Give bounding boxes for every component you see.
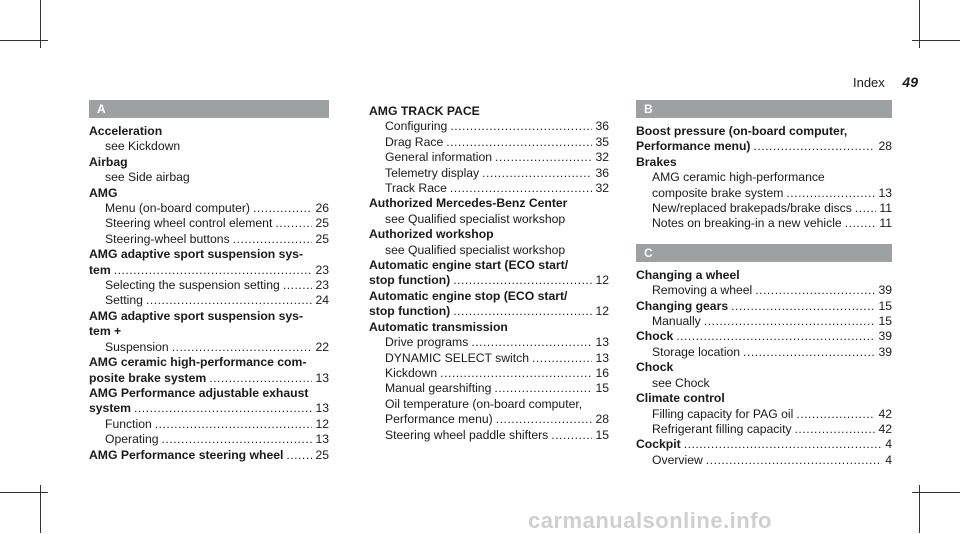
index-entry-text: Cockpit bbox=[636, 437, 681, 452]
leader-dots bbox=[172, 340, 313, 355]
leader-dots bbox=[755, 283, 875, 298]
index-entry bbox=[89, 355, 329, 370]
index-entry bbox=[369, 150, 609, 165]
leader-dots bbox=[162, 432, 313, 447]
index-column-3 bbox=[636, 100, 892, 468]
index-entry bbox=[369, 135, 609, 150]
index-entry bbox=[89, 201, 329, 216]
page-ref: 11 bbox=[879, 201, 892, 216]
index-entry-text: New/replaced brakepads/brake discs bbox=[652, 201, 852, 216]
index-entry-text: Chock bbox=[636, 360, 674, 375]
index-entry-text: see Chock bbox=[652, 375, 710, 390]
index-entry bbox=[89, 386, 329, 401]
index-entry bbox=[369, 366, 609, 381]
leader-dots bbox=[795, 422, 876, 437]
index-entry-text: DYNAMIC SELECT switch bbox=[385, 350, 530, 365]
leader-dots bbox=[453, 304, 592, 319]
page-number: 49 bbox=[902, 74, 918, 90]
index-entry bbox=[369, 119, 609, 134]
index-entry-text: tem + bbox=[89, 324, 122, 339]
index-entry-text: see Qualified specialist workshop bbox=[385, 242, 566, 257]
leader-dots bbox=[676, 329, 875, 344]
index-entry bbox=[89, 247, 329, 262]
index-entry bbox=[636, 345, 892, 360]
index-entry-text: Steering wheel paddle shifters bbox=[385, 427, 549, 442]
index-entry bbox=[89, 139, 329, 154]
index-entry bbox=[636, 124, 892, 139]
index-entry-text: Selecting the suspension setting bbox=[105, 278, 280, 293]
leader-dots bbox=[209, 371, 312, 386]
index-entry-text: Drag Race bbox=[385, 134, 444, 149]
index-entry-text: see Side airbag bbox=[105, 170, 190, 185]
page-ref: 15 bbox=[878, 314, 892, 329]
leader-dots bbox=[286, 448, 312, 463]
index-entry bbox=[369, 166, 609, 181]
index-entry bbox=[369, 304, 609, 319]
index-entry-text: stop function) bbox=[369, 273, 451, 288]
page-ref: 15 bbox=[595, 381, 609, 396]
leader-dots bbox=[704, 314, 876, 329]
index-entry bbox=[636, 360, 892, 375]
page-ref: 32 bbox=[595, 181, 609, 196]
index-entry bbox=[369, 104, 609, 119]
index-entry-text: Overview bbox=[652, 452, 703, 467]
page-ref: 12 bbox=[315, 416, 329, 431]
leader-dots bbox=[275, 216, 312, 231]
page-ref: 39 bbox=[878, 283, 892, 298]
page-ref: 13 bbox=[315, 432, 329, 447]
index-entry-text: see Kickdown bbox=[105, 139, 181, 154]
index-entry bbox=[636, 268, 892, 283]
leader-dots bbox=[495, 150, 592, 165]
index-entry bbox=[369, 273, 609, 288]
index-entry-text: Kickdown bbox=[385, 365, 438, 380]
leader-dots bbox=[482, 166, 592, 181]
index-entry bbox=[636, 407, 892, 422]
page-ref: 12 bbox=[595, 273, 609, 288]
index-entry-text: Changing a wheel bbox=[636, 267, 740, 282]
index-entry-text: Acceleration bbox=[89, 124, 163, 138]
index-entry bbox=[369, 227, 609, 242]
page-ref: 28 bbox=[878, 139, 892, 154]
index-entry-text: Performance menu) bbox=[385, 412, 493, 427]
page-ref: 42 bbox=[878, 421, 892, 436]
page-ref: 36 bbox=[595, 165, 609, 180]
leader-dots bbox=[114, 263, 313, 278]
index-entry-text: Automatic engine start (ECO start/ bbox=[369, 258, 569, 273]
index-entry-text: tem bbox=[89, 262, 111, 277]
leader-dots bbox=[496, 412, 593, 427]
index-entry bbox=[369, 212, 609, 227]
index-entry bbox=[369, 381, 609, 396]
index-entry bbox=[89, 309, 329, 324]
crop-mark bbox=[0, 40, 48, 41]
index-entry-text: posite brake system bbox=[89, 370, 207, 385]
index-entry-text: Track Race bbox=[385, 181, 447, 196]
index-entry-text: stop function) bbox=[369, 304, 451, 319]
page-header bbox=[853, 74, 918, 90]
index-entry-text: Authorized Mercedes-Benz Center bbox=[369, 196, 568, 211]
index-entry-text: Chock bbox=[636, 329, 674, 344]
index-entry bbox=[369, 196, 609, 211]
page-ref: 28 bbox=[595, 412, 609, 427]
leader-dots bbox=[471, 335, 592, 350]
index-entry-text: Airbag bbox=[89, 154, 128, 169]
leader-dots bbox=[845, 216, 877, 231]
page-ref: 23 bbox=[315, 262, 329, 277]
page-ref: 36 bbox=[595, 119, 609, 134]
leader-dots bbox=[155, 417, 313, 432]
index-entry bbox=[89, 232, 329, 247]
index-entry bbox=[89, 293, 329, 308]
index-entry-text: Automatic engine stop (ECO start/ bbox=[369, 288, 568, 303]
index-entry bbox=[89, 324, 329, 339]
index-entry-text: composite brake system bbox=[652, 185, 784, 200]
page-ref: 22 bbox=[315, 339, 329, 354]
index-entry bbox=[369, 335, 609, 350]
index-entry bbox=[89, 278, 329, 293]
index-entry bbox=[636, 437, 892, 452]
leader-dots bbox=[450, 119, 592, 134]
index-entry-text: Performance menu) bbox=[636, 139, 751, 154]
index-entry-text: Operating bbox=[105, 432, 159, 447]
index-entry bbox=[369, 289, 609, 304]
leader-dots bbox=[494, 381, 592, 396]
index-entry bbox=[89, 216, 329, 231]
page-ref: 24 bbox=[315, 293, 329, 308]
index-entry bbox=[89, 340, 329, 355]
index-entry bbox=[369, 181, 609, 196]
page-ref: 23 bbox=[315, 278, 329, 293]
page-ref: 16 bbox=[595, 365, 609, 380]
index-entry-text: Steering-wheel buttons bbox=[105, 231, 230, 246]
letter-heading-b: B bbox=[636, 100, 892, 118]
crop-mark bbox=[0, 492, 48, 493]
page-ref: 42 bbox=[878, 406, 892, 421]
leader-dots bbox=[796, 407, 875, 422]
leader-dots bbox=[753, 139, 875, 154]
leader-dots bbox=[731, 299, 875, 314]
index-entry-text: Changing gears bbox=[636, 298, 729, 313]
leader-dots bbox=[684, 437, 883, 452]
index-entry-text: Drive programs bbox=[385, 335, 469, 350]
index-entry bbox=[89, 263, 329, 278]
index-entry bbox=[89, 170, 329, 185]
leader-dots bbox=[446, 135, 592, 150]
page-ref: 32 bbox=[595, 150, 609, 165]
index-entry-text: Function bbox=[105, 416, 152, 431]
index-entry bbox=[636, 314, 892, 329]
index-entry-text: Telemetry display bbox=[385, 165, 480, 180]
watermark: carmanualsonline.info bbox=[528, 508, 772, 533]
index-entry-text: Climate control bbox=[636, 391, 725, 406]
section-title: Index bbox=[852, 75, 885, 90]
index-entry-text: AMG adaptive sport suspension sys- bbox=[89, 308, 304, 323]
page-ref: 4 bbox=[885, 452, 892, 467]
page-ref: 26 bbox=[315, 201, 329, 216]
page-ref: 39 bbox=[878, 329, 892, 344]
leader-dots bbox=[146, 293, 312, 308]
index-entry bbox=[636, 299, 892, 314]
index-entry bbox=[89, 417, 329, 432]
index-entry bbox=[636, 170, 892, 185]
index-entry-text: Notes on breaking-in a new vehicle bbox=[652, 216, 842, 231]
index-entry bbox=[369, 351, 609, 366]
index-entry bbox=[89, 124, 329, 139]
index-entry bbox=[636, 329, 892, 344]
index-entry bbox=[636, 376, 892, 391]
index-entry-text: Setting bbox=[105, 293, 143, 308]
leader-dots bbox=[453, 273, 592, 288]
leader-dots bbox=[706, 453, 882, 468]
index-entry bbox=[636, 391, 892, 406]
crop-mark bbox=[912, 40, 960, 41]
page-ref: 15 bbox=[878, 298, 892, 313]
index-entry-text: Refrigerant filling capacity bbox=[652, 421, 792, 436]
index-entry-text: Suspension bbox=[105, 339, 169, 354]
page-ref: 15 bbox=[595, 427, 609, 442]
index-entry-text: General information bbox=[385, 150, 493, 165]
index-entry-text: Manually bbox=[652, 314, 701, 329]
index-entry-text: Authorized workshop bbox=[369, 227, 494, 242]
index-entry-text: Oil temperature (on-board computer, bbox=[385, 396, 583, 411]
index-entry bbox=[369, 243, 609, 258]
leader-dots bbox=[134, 401, 312, 416]
index-entry bbox=[369, 412, 609, 427]
leader-dots bbox=[855, 201, 876, 216]
index-entry-text: system bbox=[89, 401, 132, 416]
index-entry-text: AMG ceramic high-performance bbox=[652, 170, 825, 185]
page-ref: 13 bbox=[878, 185, 892, 200]
index-entry-text: AMG Performance adjustable exhaust bbox=[89, 385, 309, 400]
index-entry-text: see Qualified specialist workshop bbox=[385, 211, 566, 226]
index-entry bbox=[89, 371, 329, 386]
index-entry-text: Steering wheel control element bbox=[105, 216, 273, 231]
index-entry-text: AMG ceramic high-performance com- bbox=[89, 355, 307, 370]
page-ref: 25 bbox=[315, 231, 329, 246]
index-entry bbox=[369, 258, 609, 273]
index-entry-text: Menu (on-board computer) bbox=[105, 201, 250, 216]
index-entry-text: AMG bbox=[89, 185, 118, 200]
index-column-1 bbox=[89, 100, 329, 463]
index-column-2 bbox=[369, 104, 609, 443]
index-entry-text: Filling capacity for PAG oil bbox=[652, 406, 794, 421]
index-entry-text: Boost pressure (on-board computer, bbox=[636, 124, 848, 138]
index-entry-text: AMG TRACK PACE bbox=[369, 104, 480, 118]
leader-dots bbox=[253, 201, 312, 216]
leader-dots bbox=[551, 428, 592, 443]
leader-dots bbox=[283, 278, 313, 293]
leader-dots bbox=[450, 181, 593, 196]
index-entry bbox=[369, 397, 609, 412]
index-entry bbox=[636, 216, 892, 231]
page-ref: 13 bbox=[315, 370, 329, 385]
letter-heading-c: C bbox=[636, 244, 892, 262]
leader-dots bbox=[233, 232, 313, 247]
index-entry-text: Configuring bbox=[385, 119, 448, 134]
crop-mark bbox=[912, 492, 960, 493]
index-entry bbox=[636, 201, 892, 216]
page-ref: 25 bbox=[315, 216, 329, 231]
index-entry-text: Removing a wheel bbox=[652, 283, 753, 298]
leader-dots bbox=[786, 186, 875, 201]
index-entry bbox=[369, 428, 609, 443]
index-entry-text: Automatic transmission bbox=[369, 319, 508, 334]
page-ref: 35 bbox=[595, 134, 609, 149]
index-entry-text: Brakes bbox=[636, 154, 677, 169]
index-entry bbox=[89, 155, 329, 170]
page-ref: 13 bbox=[595, 335, 609, 350]
index-entry-text: Manual gearshifting bbox=[385, 381, 492, 396]
page-ref: 4 bbox=[885, 437, 892, 452]
index-entry bbox=[636, 283, 892, 298]
page-ref: 11 bbox=[879, 216, 892, 231]
index-entry bbox=[89, 432, 329, 447]
leader-dots bbox=[532, 351, 592, 366]
index-entry-text: AMG Performance steering wheel bbox=[89, 447, 284, 462]
index-entry bbox=[636, 186, 892, 201]
leader-dots bbox=[743, 345, 875, 360]
index-entry bbox=[636, 422, 892, 437]
index-entry bbox=[369, 320, 609, 335]
index-entry-text: AMG adaptive sport suspension sys- bbox=[89, 247, 304, 262]
letter-heading-a: A bbox=[89, 100, 329, 118]
index-entry-text: Storage location bbox=[652, 344, 741, 359]
page-ref: 25 bbox=[315, 447, 329, 462]
leader-dots bbox=[440, 366, 592, 381]
page-ref: 13 bbox=[595, 350, 609, 365]
index-entry bbox=[89, 186, 329, 201]
index-entry bbox=[636, 453, 892, 468]
index-entry bbox=[636, 139, 892, 154]
index-entry bbox=[636, 155, 892, 170]
page-ref: 13 bbox=[315, 401, 329, 416]
index-entry bbox=[89, 448, 329, 463]
page-ref: 12 bbox=[595, 304, 609, 319]
page-ref: 39 bbox=[878, 344, 892, 359]
index-entry bbox=[89, 401, 329, 416]
